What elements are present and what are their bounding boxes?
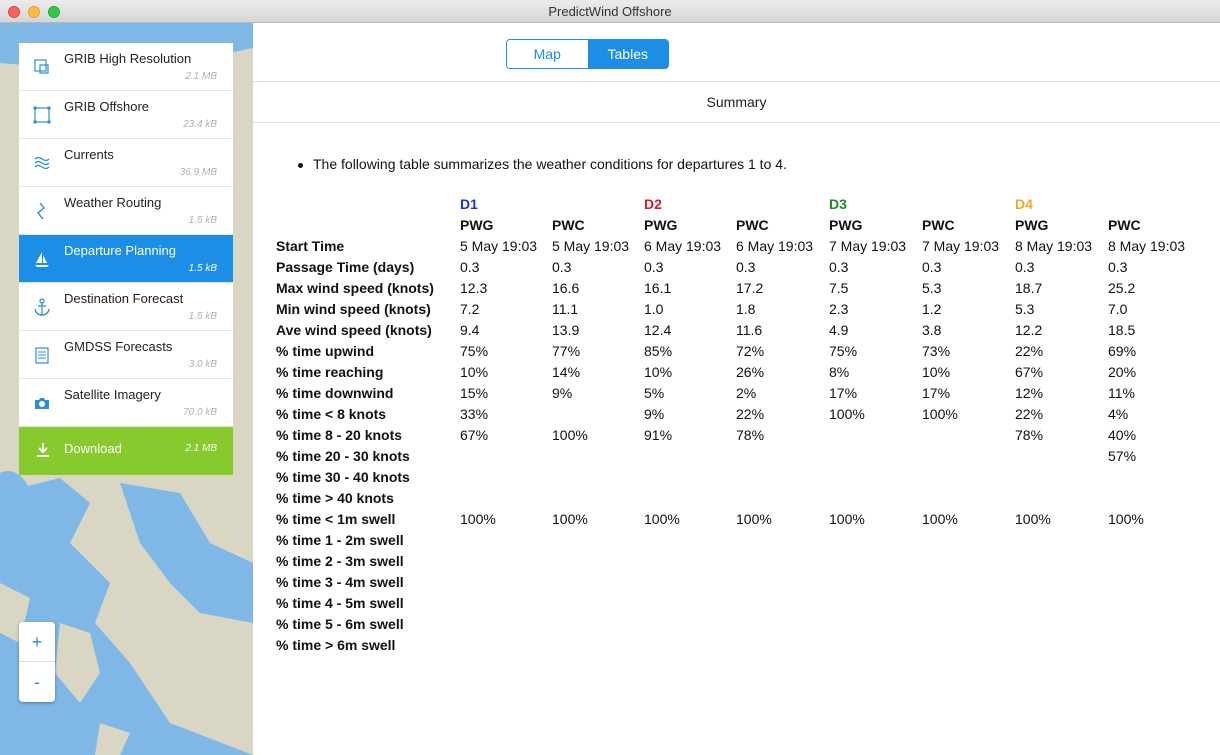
table-cell: 100%: [552, 511, 588, 527]
table-cell: 77%: [552, 343, 581, 359]
table-cell: 22%: [1015, 406, 1044, 422]
tab-tables[interactable]: Tables: [588, 40, 669, 68]
table-cell: 18.5: [1108, 322, 1136, 338]
row-label: % time < 8 knots: [276, 406, 387, 422]
grib-high-res-icon: [32, 57, 52, 77]
table-cell: 100%: [829, 511, 865, 527]
table-cell: 17%: [829, 385, 858, 401]
tab-map[interactable]: Map: [507, 40, 588, 68]
table-cell: 75%: [460, 343, 489, 359]
table-cell: 100%: [552, 427, 588, 443]
table-cell: 0.3: [552, 259, 572, 275]
table-cell: 7 May 19:03: [922, 238, 1000, 254]
download-label: Download: [64, 441, 122, 456]
sidebar-item-label: Departure Planning: [64, 243, 177, 258]
table-cell: 91%: [644, 427, 673, 443]
table-cell: 72%: [736, 343, 765, 359]
table-cell: 12.4: [644, 322, 672, 338]
row-label: % time 5 - 6m swell: [276, 616, 404, 632]
table-cell: 0.3: [829, 259, 849, 275]
table-cell: 100%: [1108, 511, 1144, 527]
row-label: % time 1 - 2m swell: [276, 532, 404, 548]
table-cell: 8 May 19:03: [1015, 238, 1093, 254]
download-button[interactable]: [19, 427, 233, 475]
table-cell: 8 May 19:03: [1108, 238, 1186, 254]
title-bar: [0, 0, 1220, 23]
table-cell: 69%: [1108, 343, 1137, 359]
row-label: % time reaching: [276, 364, 384, 380]
sailboat-icon: [32, 249, 52, 269]
departure-header: D4: [1015, 196, 1033, 212]
bullet-icon: [298, 163, 303, 168]
table-cell: 2%: [736, 385, 757, 401]
row-label: % time 3 - 4m swell: [276, 574, 404, 590]
table-cell: 78%: [736, 427, 765, 443]
table-cell: 10%: [460, 364, 489, 380]
table-cell: 2.3: [829, 301, 849, 317]
download-icon: [34, 441, 52, 459]
column-header: PWG: [460, 217, 494, 233]
table-cell: 14%: [552, 364, 581, 380]
table-cell: 11.1: [552, 301, 579, 317]
row-label: % time 4 - 5m swell: [276, 595, 404, 611]
zoom-control: [19, 622, 55, 702]
waves-icon: [32, 153, 52, 173]
column-header: PWG: [1015, 217, 1049, 233]
row-label: Min wind speed (knots): [276, 301, 431, 317]
sidebar-item-size: 1.5 kB: [188, 215, 217, 226]
table-cell: 0.3: [1015, 259, 1035, 275]
column-header: PWC: [552, 217, 585, 233]
sidebar-item-size: 2.1 MB: [185, 71, 217, 82]
row-label: % time 20 - 30 knots: [276, 448, 410, 464]
table-cell: 7.2: [460, 301, 480, 317]
table-cell: 3.8: [922, 322, 942, 338]
sidebar-item-label: Currents: [64, 147, 114, 162]
table-cell: 33%: [460, 406, 489, 422]
window-title: PredictWind Offshore: [548, 4, 672, 19]
table-cell: 18.7: [1015, 280, 1043, 296]
sidebar-item-size: 3.0 kB: [188, 359, 217, 370]
table-cell: 78%: [1015, 427, 1044, 443]
content-panel: [253, 23, 1220, 755]
table-cell: 40%: [1108, 427, 1137, 443]
table-cell: 57%: [1108, 448, 1137, 464]
summary-title: Summary: [253, 81, 1220, 123]
summary-intro-text: The following table summarizes the weather conditions for departures 1 to 4.: [313, 156, 787, 172]
sidebar: [19, 43, 233, 475]
zoom-in-button[interactable]: +: [19, 622, 55, 662]
row-label: Max wind speed (knots): [276, 280, 434, 296]
sidebar-item-grib-offshore[interactable]: [19, 91, 233, 139]
table-cell: 73%: [922, 343, 951, 359]
sidebar-item-label: GRIB Offshore: [64, 99, 150, 114]
table-cell: 0.3: [460, 259, 480, 275]
row-label: Ave wind speed (knots): [276, 322, 432, 338]
route-icon: [32, 201, 52, 221]
sidebar-item-size: 70.0 kB: [183, 407, 217, 418]
sidebar-item-size: 36.9 MB: [179, 167, 217, 178]
table-cell: 67%: [460, 427, 489, 443]
row-label: % time upwind: [276, 343, 374, 359]
table-cell: 1.2: [922, 301, 942, 317]
table-cell: 12.2: [1015, 322, 1043, 338]
table-cell: 100%: [922, 511, 958, 527]
sidebar-item-grib-high-resolution[interactable]: [19, 43, 233, 91]
table-cell: 100%: [1015, 511, 1051, 527]
table-cell: 5 May 19:03: [552, 238, 630, 254]
table-cell: 67%: [1015, 364, 1044, 380]
table-cell: 12%: [1015, 385, 1044, 401]
sidebar-item-weather-routing[interactable]: [19, 187, 233, 235]
table-cell: 75%: [829, 343, 858, 359]
row-label: % time 30 - 40 knots: [276, 469, 410, 485]
download-size: 2.1 MB: [185, 443, 217, 454]
row-label: % time 8 - 20 knots: [276, 427, 403, 443]
row-label: % time downwind: [276, 385, 394, 401]
table-cell: 6 May 19:03: [736, 238, 814, 254]
grib-offshore-icon: [32, 105, 52, 125]
table-cell: 17.2: [736, 280, 764, 296]
table-cell: 11.6: [736, 322, 763, 338]
table-cell: 13.9: [552, 322, 580, 338]
table-cell: 16.1: [644, 280, 672, 296]
table-cell: 12.3: [460, 280, 488, 296]
table-cell: 7.0: [1108, 301, 1128, 317]
sidebar-item-destination-forecast[interactable]: [19, 283, 233, 331]
anchor-icon: [32, 297, 52, 317]
sidebar-item-label: Destination Forecast: [64, 291, 184, 306]
table-cell: 20%: [1108, 364, 1137, 380]
sidebar-item-satellite-imagery[interactable]: [19, 379, 233, 427]
row-label: % time 2 - 3m swell: [276, 553, 404, 569]
departure-header: D1: [460, 196, 478, 212]
row-label: % time > 40 knots: [276, 490, 394, 506]
table-cell: 5 May 19:03: [460, 238, 538, 254]
table-cell: 7.5: [829, 280, 849, 296]
row-label: % time > 6m swell: [276, 637, 396, 653]
table-cell: 26%: [736, 364, 765, 380]
table-cell: 10%: [922, 364, 951, 380]
document-icon: [32, 345, 52, 365]
table-cell: 22%: [736, 406, 765, 422]
table-cell: 6 May 19:03: [644, 238, 722, 254]
sidebar-item-size: 23.4 kB: [183, 119, 217, 130]
table-cell: 0.3: [1108, 259, 1128, 275]
table-cell: 100%: [736, 511, 772, 527]
column-header: PWG: [644, 217, 678, 233]
table-cell: 9.4: [460, 322, 480, 338]
table-cell: 22%: [1015, 343, 1044, 359]
table-cell: 7 May 19:03: [829, 238, 907, 254]
table-cell: 9%: [644, 406, 665, 422]
row-label: % time < 1m swell: [276, 511, 396, 527]
sidebar-item-size: 1.5 kB: [188, 311, 217, 322]
table-cell: 0.3: [736, 259, 756, 275]
zoom-out-button[interactable]: -: [34, 672, 40, 692]
column-header: PWC: [922, 217, 955, 233]
table-cell: 5.3: [922, 280, 942, 296]
table-cell: 0.3: [644, 259, 664, 275]
table-cell: 100%: [644, 511, 680, 527]
sidebar-item-label: Satellite Imagery: [64, 387, 161, 402]
table-cell: 9%: [552, 385, 573, 401]
table-cell: 0.3: [922, 259, 942, 275]
table-cell: 16.6: [552, 280, 580, 296]
table-cell: 100%: [922, 406, 958, 422]
sidebar-item-currents[interactable]: [19, 139, 233, 187]
sidebar-item-label: GRIB High Resolution: [64, 51, 192, 66]
sidebar-item-label: Weather Routing: [64, 195, 162, 210]
table-cell: 100%: [460, 511, 496, 527]
column-header: PWC: [1108, 217, 1141, 233]
camera-icon: [32, 393, 52, 413]
table-cell: 8%: [829, 364, 850, 380]
column-header: PWG: [829, 217, 863, 233]
table-cell: 1.0: [644, 301, 664, 317]
table-cell: 5.3: [1015, 301, 1035, 317]
table-cell: 15%: [460, 385, 489, 401]
table-cell: 10%: [644, 364, 673, 380]
departure-header: D3: [829, 196, 847, 212]
table-cell: 11%: [1108, 385, 1135, 401]
sidebar-item-label: GMDSS Forecasts: [64, 339, 173, 354]
table-cell: 17%: [922, 385, 951, 401]
table-cell: 85%: [644, 343, 673, 359]
table-cell: 4%: [1108, 406, 1129, 422]
row-label: Passage Time (days): [276, 259, 415, 275]
sidebar-item-departure-planning[interactable]: [19, 235, 233, 283]
table-cell: 5%: [644, 385, 665, 401]
sidebar-item-size: 1.5 kB: [188, 263, 217, 274]
row-label: Start Time: [276, 238, 345, 254]
view-toggle: [506, 39, 669, 69]
table-cell: 25.2: [1108, 280, 1136, 296]
table-cell: 1.8: [736, 301, 756, 317]
departure-header: D2: [644, 196, 662, 212]
column-header: PWC: [736, 217, 769, 233]
sidebar-item-gmdss-forecasts[interactable]: [19, 331, 233, 379]
table-cell: 4.9: [829, 322, 849, 338]
summary-intro: [298, 156, 787, 172]
table-cell: 100%: [829, 406, 865, 422]
